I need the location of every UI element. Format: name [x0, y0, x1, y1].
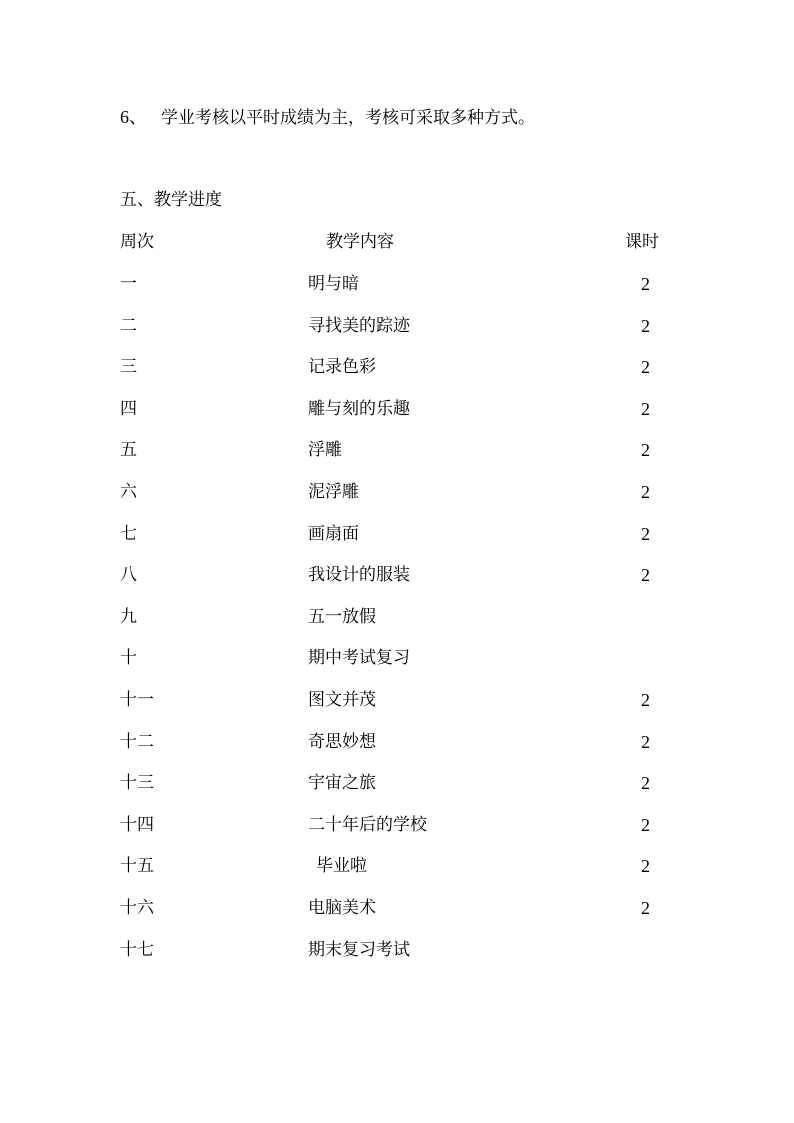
- row-content: 期末复习考试: [308, 940, 410, 960]
- row-content: 图文并茂: [308, 690, 376, 710]
- row-week: 二: [120, 316, 137, 336]
- row-week: 十四: [120, 815, 154, 835]
- section-heading: 五、教学进度: [120, 190, 222, 210]
- row-week: 十七: [120, 940, 154, 960]
- row-week: 十: [120, 648, 137, 668]
- row-hours: 2: [641, 815, 650, 835]
- header-week: 周次: [120, 232, 154, 252]
- row-content: 画扇面: [308, 524, 359, 544]
- assessment-note: [120, 107, 535, 128]
- row-hours: 2: [641, 440, 650, 460]
- row-content: 五一放假: [308, 607, 376, 627]
- row-hours: 2: [641, 898, 650, 918]
- row-content: 雕与刻的乐趣: [308, 399, 410, 419]
- row-hours: 2: [641, 773, 650, 793]
- row-hours: 2: [641, 524, 650, 544]
- row-content: 宇宙之旅: [308, 773, 376, 793]
- row-week: 七: [120, 524, 137, 544]
- header-hours: 课时: [625, 232, 659, 252]
- row-content: 二十年后的学校: [308, 815, 427, 835]
- row-content: 奇思妙想: [308, 732, 376, 752]
- row-hours: 2: [641, 732, 650, 752]
- row-content: 寻找美的踪迹: [308, 316, 410, 336]
- row-content: 记录色彩: [308, 357, 376, 377]
- row-content: 明与暗: [308, 274, 359, 294]
- row-week: 十六: [120, 898, 154, 918]
- row-hours: 2: [641, 316, 650, 336]
- row-content: 毕业啦: [316, 856, 367, 876]
- row-week: 十五: [120, 856, 154, 876]
- row-hours: 2: [641, 399, 650, 419]
- row-week: 八: [120, 565, 137, 585]
- row-hours: 2: [641, 274, 650, 294]
- header-content: 教学内容: [326, 232, 394, 252]
- row-hours: 2: [641, 690, 650, 710]
- row-week: 三: [120, 357, 137, 377]
- row-week: 五: [120, 440, 137, 460]
- row-week: 九: [120, 607, 137, 627]
- row-hours: 2: [641, 357, 650, 377]
- row-week: 十二: [120, 732, 154, 752]
- note-number: 6、: [120, 107, 147, 127]
- row-content: 我设计的服装: [308, 565, 410, 585]
- row-week: 一: [120, 274, 137, 294]
- row-content: 浮雕: [308, 440, 342, 460]
- row-hours: 2: [641, 482, 650, 502]
- row-week: 十一: [120, 690, 154, 710]
- row-content: 期中考试复习: [308, 648, 410, 668]
- note-text: 学业考核以平时成绩为主，考核可采取多种方式。: [161, 108, 535, 128]
- row-content: 泥浮雕: [308, 482, 359, 502]
- row-week: 六: [120, 482, 137, 502]
- row-hours: 2: [641, 856, 650, 876]
- row-content: 电脑美术: [308, 898, 376, 918]
- row-hours: 2: [641, 565, 650, 585]
- row-week: 四: [120, 399, 137, 419]
- row-week: 十三: [120, 773, 154, 793]
